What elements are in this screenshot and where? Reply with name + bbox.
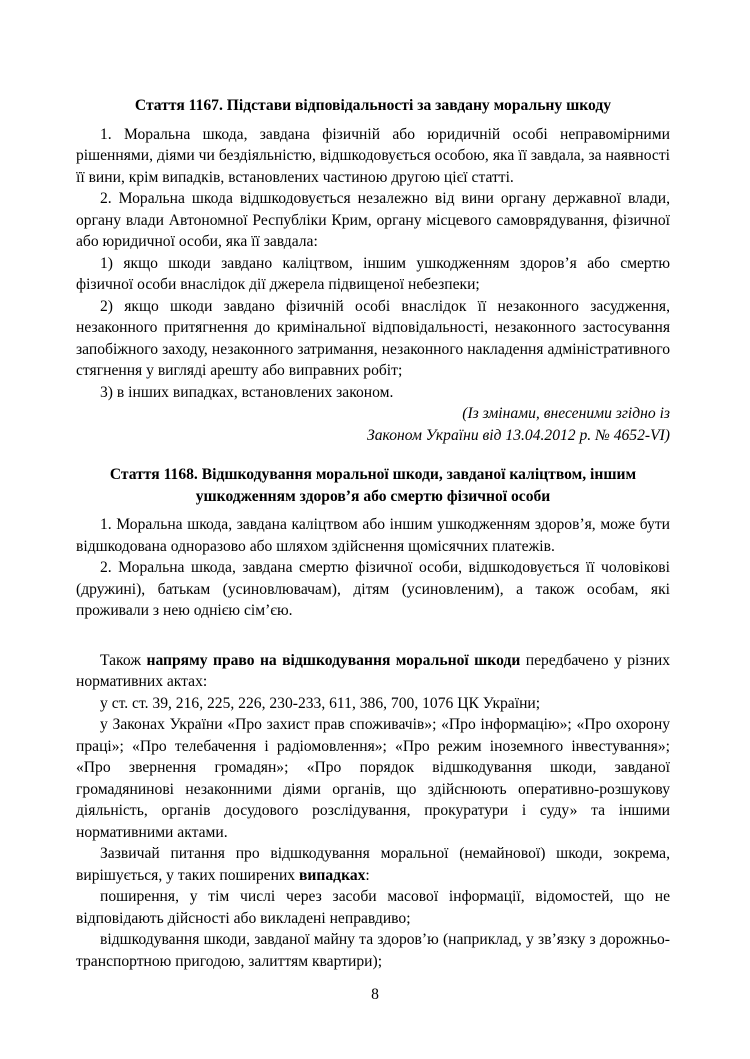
article-1167 bbox=[76, 95, 670, 446]
civil-code-articles: у ст. ст. 39, 216, 225, 226, 230-233, 611, 386, 700, 1076 ЦК України; bbox=[100, 694, 541, 712]
article-1168-title-line-2: ушкодженням здоров’я або смертю фізичної особи bbox=[195, 487, 551, 505]
article-1168 bbox=[76, 464, 670, 622]
article-1168-title-line-1: Стаття 1168. Відшкодування моральної шкоди, завданої каліцтвом, іншим bbox=[109, 466, 637, 483]
commentary-intro-bold: напряму право на відшкодування моральної шкоди bbox=[146, 651, 521, 669]
laws-list: у Законах України «Про захист прав споживачів»; «Про інформацію»; «Про охорону праці»; «Про телебачення і радіомовлення»; «Про режим іноземного інвестування»; «Про звернення громадян»; «Про порядок відшкодування шкоди, завданої громадянинові незаконними діями органів, що здійснюють оперативно-розшукову діяльність, органів досудового розслідування, прокуратури і суду» та іншими нормативними актами. bbox=[76, 716, 670, 841]
usual-cases-intro bbox=[76, 843, 670, 886]
usual-cases-bold: випадках bbox=[299, 866, 366, 884]
article-1168-paragraph-1: 1. Моральна шкода, завдана каліцтвом або іншим ушкодженням здоров’я, може бути відшкодована одноразово або шляхом здійснення щомісячних платежів. bbox=[76, 516, 670, 555]
article-1167-item-1: 1) якщо шкоди завдано каліцтвом, іншим ушкодженням здоров’я або смертю фізичної особи внаслідок дії джерела підвищеної небезпеки; bbox=[76, 254, 670, 293]
document-page bbox=[76, 95, 670, 972]
article-1168-paragraph-2: 2. Моральна шкода, завдана смертю фізичної особи, відшкодовується її чоловікові (дружині), батькам (усиновлювачам), дітям (усиновленим), а також особам, які проживали з нею однією сім’єю. bbox=[76, 559, 670, 619]
usual-cases-suffix: : bbox=[365, 866, 370, 884]
page-number: 8 bbox=[371, 986, 379, 1003]
commentary bbox=[76, 650, 670, 973]
case-dissemination: поширення, у тім числі через засоби масової інформації, відомостей, що не відповідають дійсності або викладені неправдиво; bbox=[76, 888, 670, 927]
article-1168-title bbox=[76, 464, 670, 507]
article-1167-paragraph-2: 2. Моральна шкода відшкодовується незалежно від вини органу державної влади, органу влади Автономної Республіки Крим, органу місцевого самоврядування, фізичної або юридичної особи, яка її завдала: bbox=[76, 190, 670, 250]
commentary-intro-suffix: передбачено у різних нормативних актах: bbox=[76, 651, 670, 690]
article-1167-paragraph-1: 1. Моральна шкода, завдана фізичній або юридичній особі неправомірними рішеннями, діями чи бездіяльністю, відшкодовується особою, яка її завдала, за наявності її вини, крім випадків, встановлених частиною другою цієї статті. bbox=[76, 125, 670, 186]
article-1167-item-2: 2) якщо шкоди завдано фізичній особі внаслідок її незаконного засудження, незаконного притягнення до кримінальної відповідальності, незаконного застосування запобіжного заходу, незаконного затримання, незаконного накладення адміністративного стягнення у вигляді арешту або виправних робіт; bbox=[76, 297, 670, 379]
case-property-health: відшкодування шкоди, завданої майну та здоров’ю (наприклад, у зв’язку з дорожньо-транспортною пригодою, залиттям квартири); bbox=[76, 931, 670, 970]
article-1167-item-3: 3) в інших випадках, встановлених законом. bbox=[100, 383, 394, 401]
article-1167-title: Стаття 1167. Підстави відповідальності за завдану моральну шкоду bbox=[134, 97, 612, 114]
amendment-note-line-2: Законом України від 13.04.2012 р. № 4652-VI) bbox=[366, 426, 670, 444]
commentary-intro bbox=[76, 650, 670, 693]
commentary-intro-prefix: Також bbox=[100, 651, 147, 669]
usual-cases-prefix: Зазвичай питання про відшкодування моральної (немайнової) шкоди, зокрема, вирішується, у таких поширених bbox=[76, 845, 670, 884]
amendment-note-line-1: (Із змінами, внесеними згідно із bbox=[462, 405, 670, 422]
